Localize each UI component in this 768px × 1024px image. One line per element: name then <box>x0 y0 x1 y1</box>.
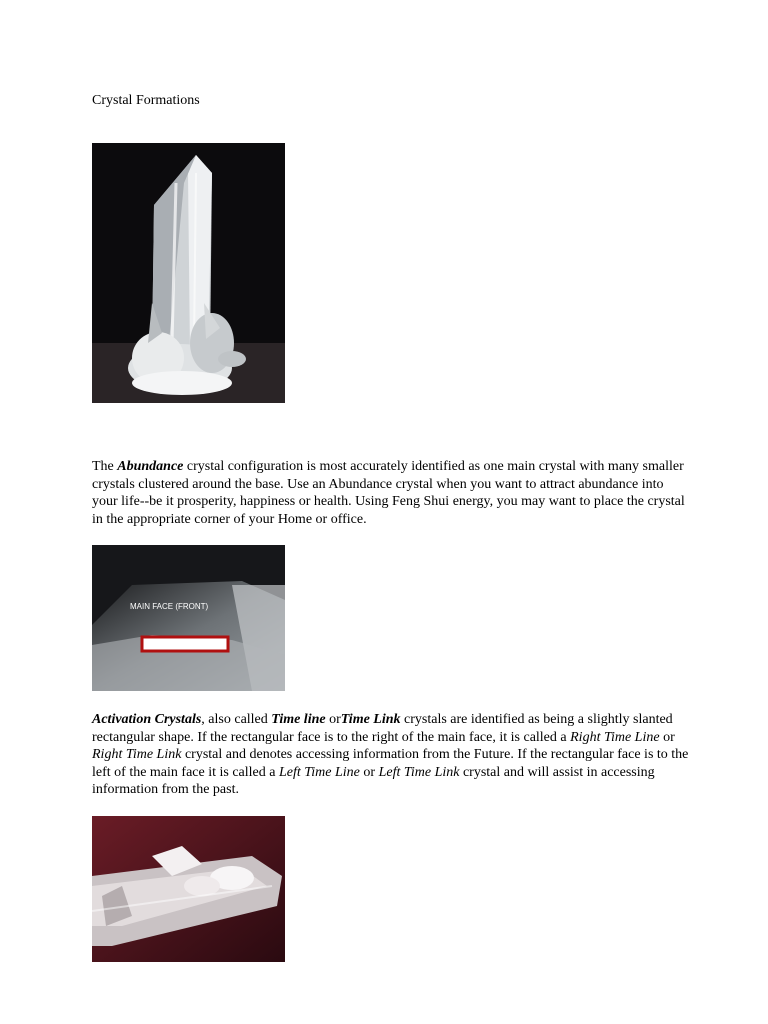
activation-t3: crystals are identified as being a slightly slanted rectangular shape. If the rectangular face is to the right of the main face, it is called a <box>92 712 673 745</box>
activation-t6: or <box>359 764 379 780</box>
left-time-link-term: Left Time Link <box>378 764 460 780</box>
right-time-link-term: Right Time Link <box>92 747 182 762</box>
time-link-crystal-photo <box>92 816 285 962</box>
activation-t4: or <box>659 729 675 745</box>
abundance-crystal-photo <box>92 143 285 403</box>
activation-t1: , also called <box>201 712 272 727</box>
activation-t5: crystal and denotes accessing information from the Future. If the rectangular face is to the left of the main face it is called a <box>92 747 689 780</box>
activation-term: Activation Crystals <box>92 712 202 727</box>
abundance-paragraph <box>92 458 692 528</box>
timelink-term: Time Link <box>340 712 401 727</box>
activation-crystal-photo <box>92 545 285 691</box>
activation-paragraph <box>92 711 692 799</box>
left-time-line-term: Left Time Line <box>278 764 360 780</box>
activation-t7: crystal and will assist in accessing information from the past. <box>92 764 655 797</box>
right-time-line-term: Right Time Line <box>570 729 660 745</box>
page-title: Crystal Formations <box>92 93 200 108</box>
main-face-label: MAIN FACE (FRONT) <box>130 602 209 611</box>
timeline-term: Time line <box>271 712 326 727</box>
abundance-term: Abundance <box>117 459 184 474</box>
activation-t2: or <box>325 712 341 727</box>
abundance-pre: The <box>92 459 118 474</box>
abundance-body: crystal configuration is most accurately identified as one main crystal with many smaller crystals clustered around the base. Use an Abundance crystal when you want to attract abundance into your life--be it prosperity, happiness or health. Using Feng Shui energy, you may want to place the crystal in the appropriate corner of your Home or office. <box>92 459 685 527</box>
